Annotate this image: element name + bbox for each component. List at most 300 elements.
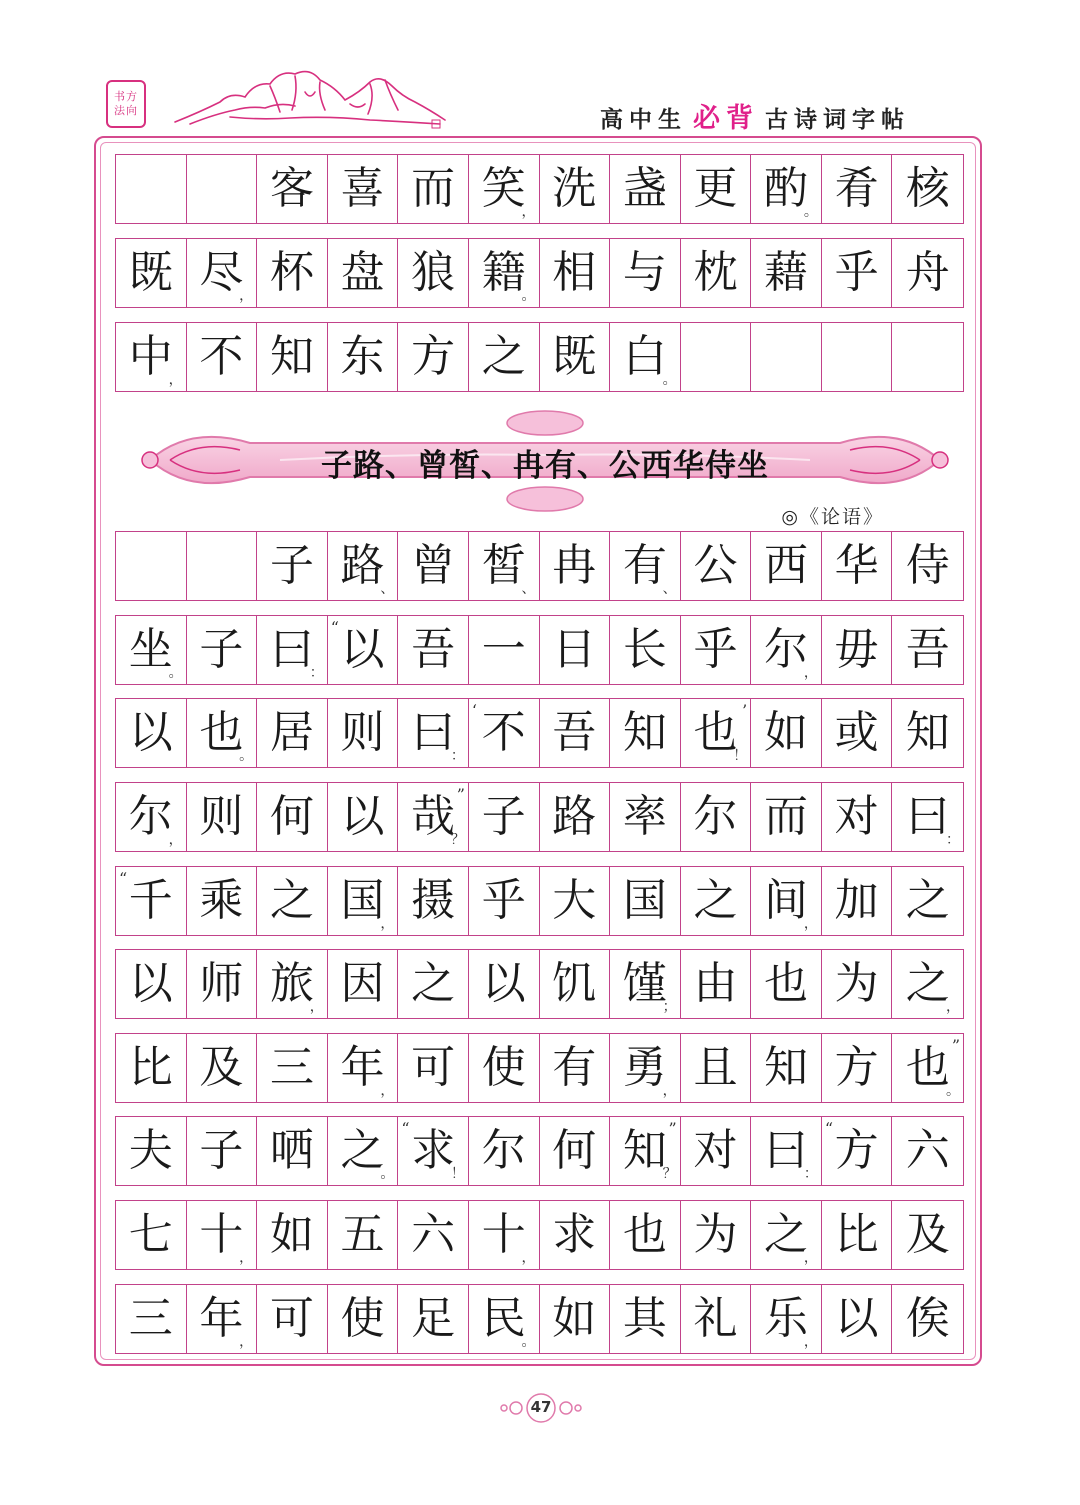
character: 日	[552, 624, 597, 675]
character: 核	[905, 163, 950, 214]
grid-row	[115, 1116, 964, 1186]
grid-cell	[751, 1201, 822, 1269]
character: 勇	[622, 1042, 667, 1093]
character: 居	[269, 707, 314, 758]
character: 年	[340, 1042, 385, 1093]
punctuation-mark: 。	[946, 1083, 960, 1099]
grid-cell	[187, 323, 258, 391]
grid-row	[115, 866, 964, 936]
character: 尔	[764, 624, 809, 675]
punctuation-mark: ，	[946, 999, 960, 1015]
grid-cell	[822, 1201, 893, 1269]
grid-cell	[116, 699, 187, 767]
grid-cell	[610, 867, 681, 935]
character: 而	[411, 163, 456, 214]
grid-cell	[398, 616, 469, 684]
character: 国	[622, 875, 667, 926]
grid-cell	[328, 1034, 399, 1102]
grid-cell	[328, 616, 399, 684]
grid-cell	[257, 239, 328, 307]
grid-cell	[116, 239, 187, 307]
grid-cell	[681, 867, 752, 935]
punctuation-mark: ，	[239, 1334, 254, 1350]
grid-cell	[187, 239, 258, 307]
grid-cell	[751, 155, 822, 223]
character: 以	[128, 707, 173, 758]
grid-cell	[116, 155, 187, 223]
grid-cell	[469, 155, 540, 223]
grid-cell	[187, 532, 258, 600]
character: 国	[340, 875, 385, 926]
punctuation-mark: ，	[168, 832, 183, 848]
character: 乐	[764, 1293, 809, 1344]
grid-cell	[328, 783, 399, 851]
character: 知	[269, 331, 314, 382]
character: 尔	[693, 791, 738, 842]
grid-cell	[257, 699, 328, 767]
character: 及	[199, 1042, 244, 1093]
character: 不	[481, 707, 526, 758]
character: 藉	[764, 247, 809, 298]
character: 枕	[693, 247, 738, 298]
grid-cell	[610, 1117, 681, 1185]
character: 西	[764, 540, 809, 591]
grid-cell	[540, 1285, 611, 1353]
character: 知	[622, 707, 667, 758]
grid-cell	[328, 867, 399, 935]
grid-cell	[398, 1117, 469, 1185]
grid-cell	[540, 783, 611, 851]
grid-cell	[187, 783, 258, 851]
grid-cell	[469, 1201, 540, 1269]
character: 与	[622, 247, 667, 298]
grid-cell	[822, 239, 893, 307]
character: 则	[340, 707, 385, 758]
grid-row	[115, 322, 964, 392]
character: 盏	[622, 163, 667, 214]
punctuation-mark: ，	[168, 372, 183, 388]
book-title	[600, 96, 910, 136]
character: 足	[411, 1293, 456, 1344]
character: 方	[834, 1125, 879, 1176]
grid-cell	[751, 239, 822, 307]
grid-cell	[398, 155, 469, 223]
grid-cell	[681, 1034, 752, 1102]
punctuation-mark: ？	[662, 1166, 677, 1182]
grid-cell	[681, 155, 752, 223]
character: 对	[834, 791, 879, 842]
grid-row	[115, 154, 964, 224]
grid-cell	[469, 867, 540, 935]
grid-cell	[822, 532, 893, 600]
grid-cell	[610, 1201, 681, 1269]
grid-row	[115, 1033, 964, 1103]
character: 曾	[411, 540, 456, 591]
punctuation-mark: 。	[803, 204, 818, 220]
character: 对	[693, 1125, 738, 1176]
opening-quote-mark: “	[330, 618, 339, 637]
mountain-illustration-icon	[170, 62, 450, 132]
grid-row	[115, 1284, 964, 1354]
character: 有	[552, 1042, 597, 1093]
grid-cell	[822, 783, 893, 851]
grid-cell	[328, 950, 399, 1018]
character: 比	[834, 1209, 879, 1260]
grid-cell	[257, 1285, 328, 1353]
grid-cell	[751, 1034, 822, 1102]
character: 曰	[411, 707, 456, 758]
punctuation-mark: ！	[450, 1166, 465, 1182]
character: 知	[622, 1125, 667, 1176]
character: 籍	[481, 247, 526, 298]
grid-cell	[610, 783, 681, 851]
character: 哉	[411, 791, 456, 842]
section-title: 子路、曾皙、冉有、公西华侍坐	[321, 448, 769, 484]
grid-cell	[892, 1201, 963, 1269]
grid-cell	[257, 783, 328, 851]
character: 皙	[481, 540, 526, 591]
character: 之	[411, 958, 456, 1009]
grid-cell	[610, 155, 681, 223]
grid-cell	[398, 950, 469, 1018]
grid-cell	[540, 699, 611, 767]
character: 求	[552, 1209, 597, 1260]
character: 由	[693, 958, 738, 1009]
character: 也	[622, 1209, 667, 1260]
opening-quote-mark: “	[119, 869, 128, 888]
character: 十	[199, 1209, 244, 1260]
character: 饥	[552, 958, 597, 1009]
character: 之	[269, 875, 314, 926]
grid-cell	[469, 323, 540, 391]
grid-cell	[610, 239, 681, 307]
grid-cell	[892, 699, 963, 767]
grid-cell	[116, 950, 187, 1018]
grid-cell	[681, 616, 752, 684]
character: 东	[340, 331, 385, 382]
character: 加	[834, 875, 879, 926]
character: 乎	[834, 247, 879, 298]
character: 知	[905, 707, 950, 758]
character: 其	[622, 1293, 667, 1344]
character: 十	[481, 1209, 526, 1260]
grid-row	[115, 1200, 964, 1270]
character: 方	[411, 331, 456, 382]
character: 民	[481, 1293, 526, 1344]
punctuation-mark: ：	[450, 748, 465, 764]
grid-cell	[116, 867, 187, 935]
grid-cell	[751, 867, 822, 935]
grid-cell	[398, 239, 469, 307]
grid-cell	[398, 1201, 469, 1269]
grid-cell	[822, 1117, 893, 1185]
grid-cell	[822, 699, 893, 767]
closing-quote-mark: ’	[742, 701, 748, 720]
grid-cell	[469, 239, 540, 307]
grid-row	[115, 782, 964, 852]
character: 洗	[552, 163, 597, 214]
character: 方	[834, 1042, 879, 1093]
grid-cell	[610, 1034, 681, 1102]
character: 为	[834, 958, 879, 1009]
grid-cell	[469, 616, 540, 684]
grid-cell	[257, 616, 328, 684]
opening-quote-mark: “	[401, 1119, 410, 1138]
character: 为	[693, 1209, 738, 1260]
character: 或	[834, 707, 879, 758]
punctuation-mark: ；	[662, 999, 677, 1015]
grid-cell	[398, 699, 469, 767]
character: 冉	[552, 540, 597, 591]
grid-cell	[398, 532, 469, 600]
grid-cell	[892, 532, 963, 600]
character: 之	[481, 331, 526, 382]
character: 毋	[834, 624, 879, 675]
closing-quote-mark: ”	[951, 1036, 960, 1055]
character: 摄	[411, 875, 456, 926]
opening-quote-mark: “	[824, 1119, 834, 1138]
grid-cell	[610, 616, 681, 684]
grid-row	[115, 615, 964, 685]
section-author: ◎《论语》	[781, 506, 884, 528]
character: 相	[552, 247, 597, 298]
character: 子	[199, 624, 244, 675]
grid-cell	[328, 1117, 399, 1185]
grid-cell	[187, 155, 258, 223]
grid-cell	[328, 1285, 399, 1353]
page-number: 47	[530, 1398, 552, 1416]
character: 吾	[411, 624, 456, 675]
grid-cell	[257, 950, 328, 1018]
character: 以	[834, 1293, 879, 1344]
character: 夫	[128, 1125, 173, 1176]
grid-cell	[257, 1117, 328, 1185]
character: 何	[269, 791, 314, 842]
grid-cell	[116, 1201, 187, 1269]
closing-quote-mark: ”	[668, 1119, 677, 1138]
grid-cell	[892, 1117, 963, 1185]
grid-cell	[681, 323, 752, 391]
grid-cell	[751, 1117, 822, 1185]
character: 如	[764, 707, 809, 758]
character: 千	[128, 875, 173, 926]
character: 五	[340, 1209, 385, 1260]
character: 馑	[622, 958, 667, 1009]
grid-cell	[822, 323, 893, 391]
character: 侍	[905, 540, 950, 591]
punctuation-mark: ，	[662, 1083, 677, 1099]
character: 不	[199, 331, 244, 382]
punctuation-mark: 。	[521, 288, 536, 304]
grid-row	[115, 238, 964, 308]
grid-cell	[116, 532, 187, 600]
grid-row	[115, 698, 964, 768]
character: 子	[199, 1125, 244, 1176]
character: 子	[269, 540, 314, 591]
punctuation-mark: ，	[803, 1334, 818, 1350]
character: 使	[340, 1293, 385, 1344]
character: 既	[552, 331, 597, 382]
grid-cell	[540, 867, 611, 935]
character: 如	[552, 1293, 597, 1344]
grid-cell	[681, 239, 752, 307]
grid-cell	[540, 1034, 611, 1102]
character: 而	[764, 791, 809, 842]
grid-cell	[469, 699, 540, 767]
grid-cell	[398, 1285, 469, 1353]
grid-cell	[892, 783, 963, 851]
character: 六	[905, 1125, 950, 1176]
opening-quote-mark: ‘	[471, 701, 477, 720]
grid-cell	[328, 532, 399, 600]
character: 肴	[834, 163, 879, 214]
character: 盘	[340, 247, 385, 298]
character: 狼	[411, 247, 456, 298]
grid-cell	[822, 616, 893, 684]
punctuation-mark: 。	[168, 665, 183, 681]
grid-cell	[257, 155, 328, 223]
punctuation-mark: 。	[239, 748, 254, 764]
punctuation-mark: ！	[733, 748, 748, 764]
character: 也	[693, 707, 738, 758]
character: 以	[481, 958, 526, 1009]
punctuation-mark: ，	[803, 665, 818, 681]
punctuation-mark: ：	[309, 665, 324, 681]
grid-cell	[116, 1034, 187, 1102]
character: 笑	[481, 163, 526, 214]
grid-cell	[751, 532, 822, 600]
grid-cell	[328, 699, 399, 767]
punctuation-mark: 、	[521, 581, 536, 597]
character: 乎	[481, 875, 526, 926]
character: 以	[340, 624, 385, 675]
punctuation-mark: ，	[803, 1250, 818, 1266]
character: 知	[764, 1042, 809, 1093]
character: 则	[199, 791, 244, 842]
character: 尔	[128, 791, 173, 842]
character: 尽	[199, 247, 244, 298]
punctuation-mark: ，	[380, 1083, 395, 1099]
grid-cell	[257, 1201, 328, 1269]
character: 六	[411, 1209, 456, 1260]
character: 华	[834, 540, 879, 591]
character: 曰	[905, 791, 950, 842]
character: 以	[128, 958, 173, 1009]
character: 吾	[905, 624, 950, 675]
character: 如	[269, 1209, 314, 1260]
character: 也	[905, 1042, 950, 1093]
character: 及	[905, 1209, 950, 1260]
punctuation-mark: 、	[662, 581, 677, 597]
character: 中	[128, 331, 173, 382]
grid-cell	[116, 323, 187, 391]
grid-cell	[469, 1285, 540, 1353]
character: 因	[340, 958, 385, 1009]
punctuation-mark: ，	[380, 916, 395, 932]
character: 且	[693, 1042, 738, 1093]
grid-cell	[610, 950, 681, 1018]
character: 子	[481, 791, 526, 842]
character: 求	[411, 1125, 456, 1176]
character: 七	[128, 1209, 173, 1260]
character: 喜	[340, 163, 385, 214]
punctuation-mark: ：	[946, 832, 960, 848]
grid-cell	[822, 950, 893, 1018]
punctuation-mark: ，	[309, 999, 324, 1015]
grid-cell	[187, 1285, 258, 1353]
grid-cell	[469, 950, 540, 1018]
character: 也	[764, 958, 809, 1009]
grid-cell	[469, 1117, 540, 1185]
character: 客	[269, 163, 314, 214]
grid-cell	[257, 323, 328, 391]
grid-cell	[540, 616, 611, 684]
character: 吾	[552, 707, 597, 758]
character: 旅	[269, 958, 314, 1009]
character: 白	[622, 331, 667, 382]
character: 之	[340, 1125, 385, 1176]
punctuation-mark: 。	[380, 1166, 395, 1182]
character: 也	[199, 707, 244, 758]
character: 长	[622, 624, 667, 675]
character: 可	[411, 1042, 456, 1093]
punctuation-mark: ，	[803, 916, 818, 932]
character: 曰	[764, 1125, 809, 1176]
punctuation-mark: 、	[380, 581, 395, 597]
grid-cell	[681, 950, 752, 1018]
grid-cell	[751, 616, 822, 684]
character: 更	[693, 163, 738, 214]
grid-cell	[116, 616, 187, 684]
grid-cell	[328, 155, 399, 223]
grid-row	[115, 531, 964, 601]
grid-cell	[398, 1034, 469, 1102]
grid-cell	[469, 1034, 540, 1102]
character: 酌	[764, 163, 809, 214]
grid-cell	[116, 1285, 187, 1353]
grid-cell	[751, 699, 822, 767]
grid-cell	[681, 1285, 752, 1353]
grid-cell	[681, 699, 752, 767]
character: 礼	[693, 1293, 738, 1344]
punctuation-mark: ，	[521, 204, 536, 220]
grid-cell	[469, 783, 540, 851]
publisher-logo	[106, 80, 146, 128]
grid-cell	[681, 1117, 752, 1185]
grid-cell	[540, 323, 611, 391]
grid-cell	[892, 239, 963, 307]
character: 杯	[269, 247, 314, 298]
grid-cell	[398, 783, 469, 851]
character: 路	[340, 540, 385, 591]
character: 三	[269, 1042, 314, 1093]
grid-cell	[681, 532, 752, 600]
closing-quote-mark: ”	[456, 785, 465, 804]
character: 之	[764, 1209, 809, 1260]
character: 率	[622, 791, 667, 842]
grid-cell	[116, 1117, 187, 1185]
grid-cell	[681, 1201, 752, 1269]
grid-cell	[328, 1201, 399, 1269]
grid-cell	[892, 1285, 963, 1353]
character: 间	[764, 875, 809, 926]
character: 既	[128, 247, 173, 298]
character: 哂	[269, 1125, 314, 1176]
grid-row	[115, 949, 964, 1019]
grid-cell	[892, 1034, 963, 1102]
grid-cell	[892, 155, 963, 223]
book-title-prefix: 高中生	[600, 107, 687, 133]
